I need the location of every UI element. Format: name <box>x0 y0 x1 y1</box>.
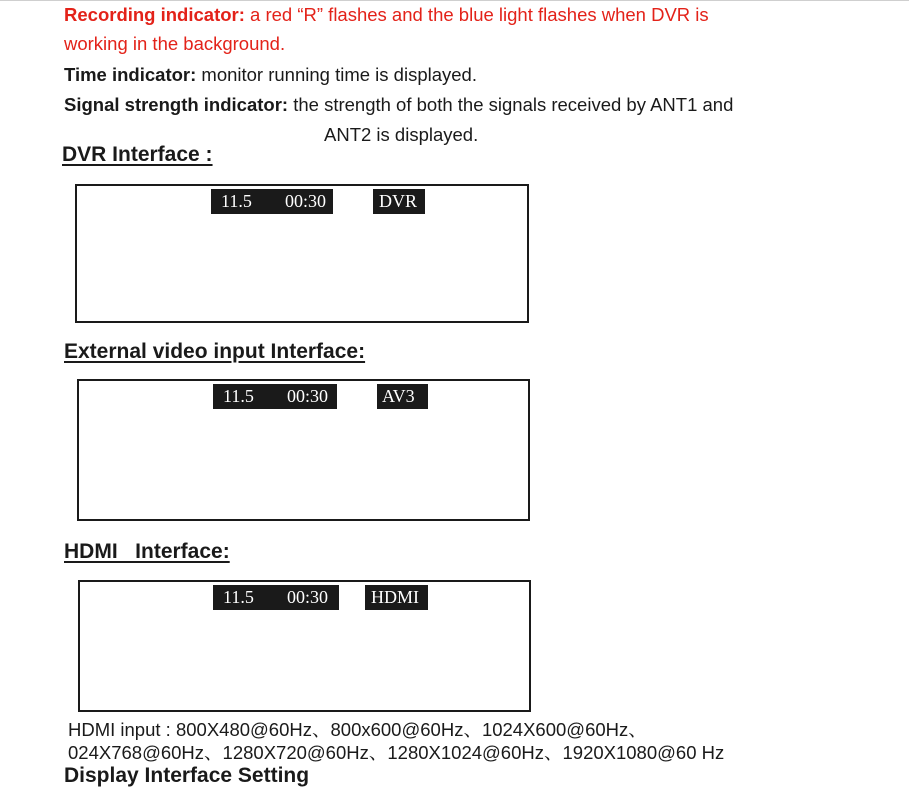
recording-indicator-line1 <box>64 0 709 30</box>
av-signal-value: 11.5 <box>223 386 254 406</box>
recording-indicator-label: Recording indicator: <box>64 4 245 25</box>
dvr-signal-value: 11.5 <box>221 191 252 211</box>
time-indicator-text: monitor running time is displayed. <box>196 64 477 85</box>
dvr-interface-title: DVR Interface : <box>62 143 213 166</box>
next-section-heading: Display Interface Setting <box>64 764 310 787</box>
av-interface-screen <box>77 379 530 521</box>
dvr-mode-box <box>373 189 425 214</box>
av-status-bar <box>213 384 337 409</box>
dvr-time-value: 00:30 <box>285 191 327 211</box>
hdmi-interface-title: HDMI Interface: <box>64 540 230 563</box>
av-time-value: 00:30 <box>287 386 329 406</box>
signal-indicator-line1 <box>64 90 733 120</box>
signal-indicator-label: Signal strength indicator: <box>64 94 289 115</box>
signal-indicator-line2: ANT2 is displayed. <box>324 124 479 145</box>
dvr-mode-label: DVR <box>379 191 418 211</box>
time-indicator-label: Time indicator: <box>64 64 197 85</box>
hdmi-input-line2: 024X768@60Hz、1280X720@60Hz、1280X1024@60Hz、1920X1080@60 Hz <box>68 742 725 763</box>
hdmi-signal-value: 11.5 <box>223 587 254 607</box>
dvr-status-bar <box>211 189 333 214</box>
recording-indicator-line2: working in the background. <box>64 33 286 54</box>
dvr-interface-screen <box>75 184 529 323</box>
time-indicator-line <box>64 60 477 90</box>
hdmi-interface-screen <box>78 580 531 712</box>
av-interface-title: External video input Interface: <box>64 340 366 363</box>
hdmi-status-bar <box>213 585 339 610</box>
av-mode-label: AV3 <box>382 386 415 406</box>
recording-indicator-text: a red “R” flashes and the blue light flashes when DVR is <box>244 4 709 25</box>
signal-indicator-text: the strength of both the signals received by ANT1 and <box>288 94 734 115</box>
hdmi-time-value: 00:30 <box>287 587 329 607</box>
hdmi-mode-box <box>365 585 428 610</box>
av-mode-box <box>377 384 428 409</box>
hdmi-input-line1: HDMI input : 800X480@60Hz、800x600@60Hz、1024X600@60Hz、 <box>68 719 647 740</box>
hdmi-mode-label: HDMI <box>371 587 419 607</box>
